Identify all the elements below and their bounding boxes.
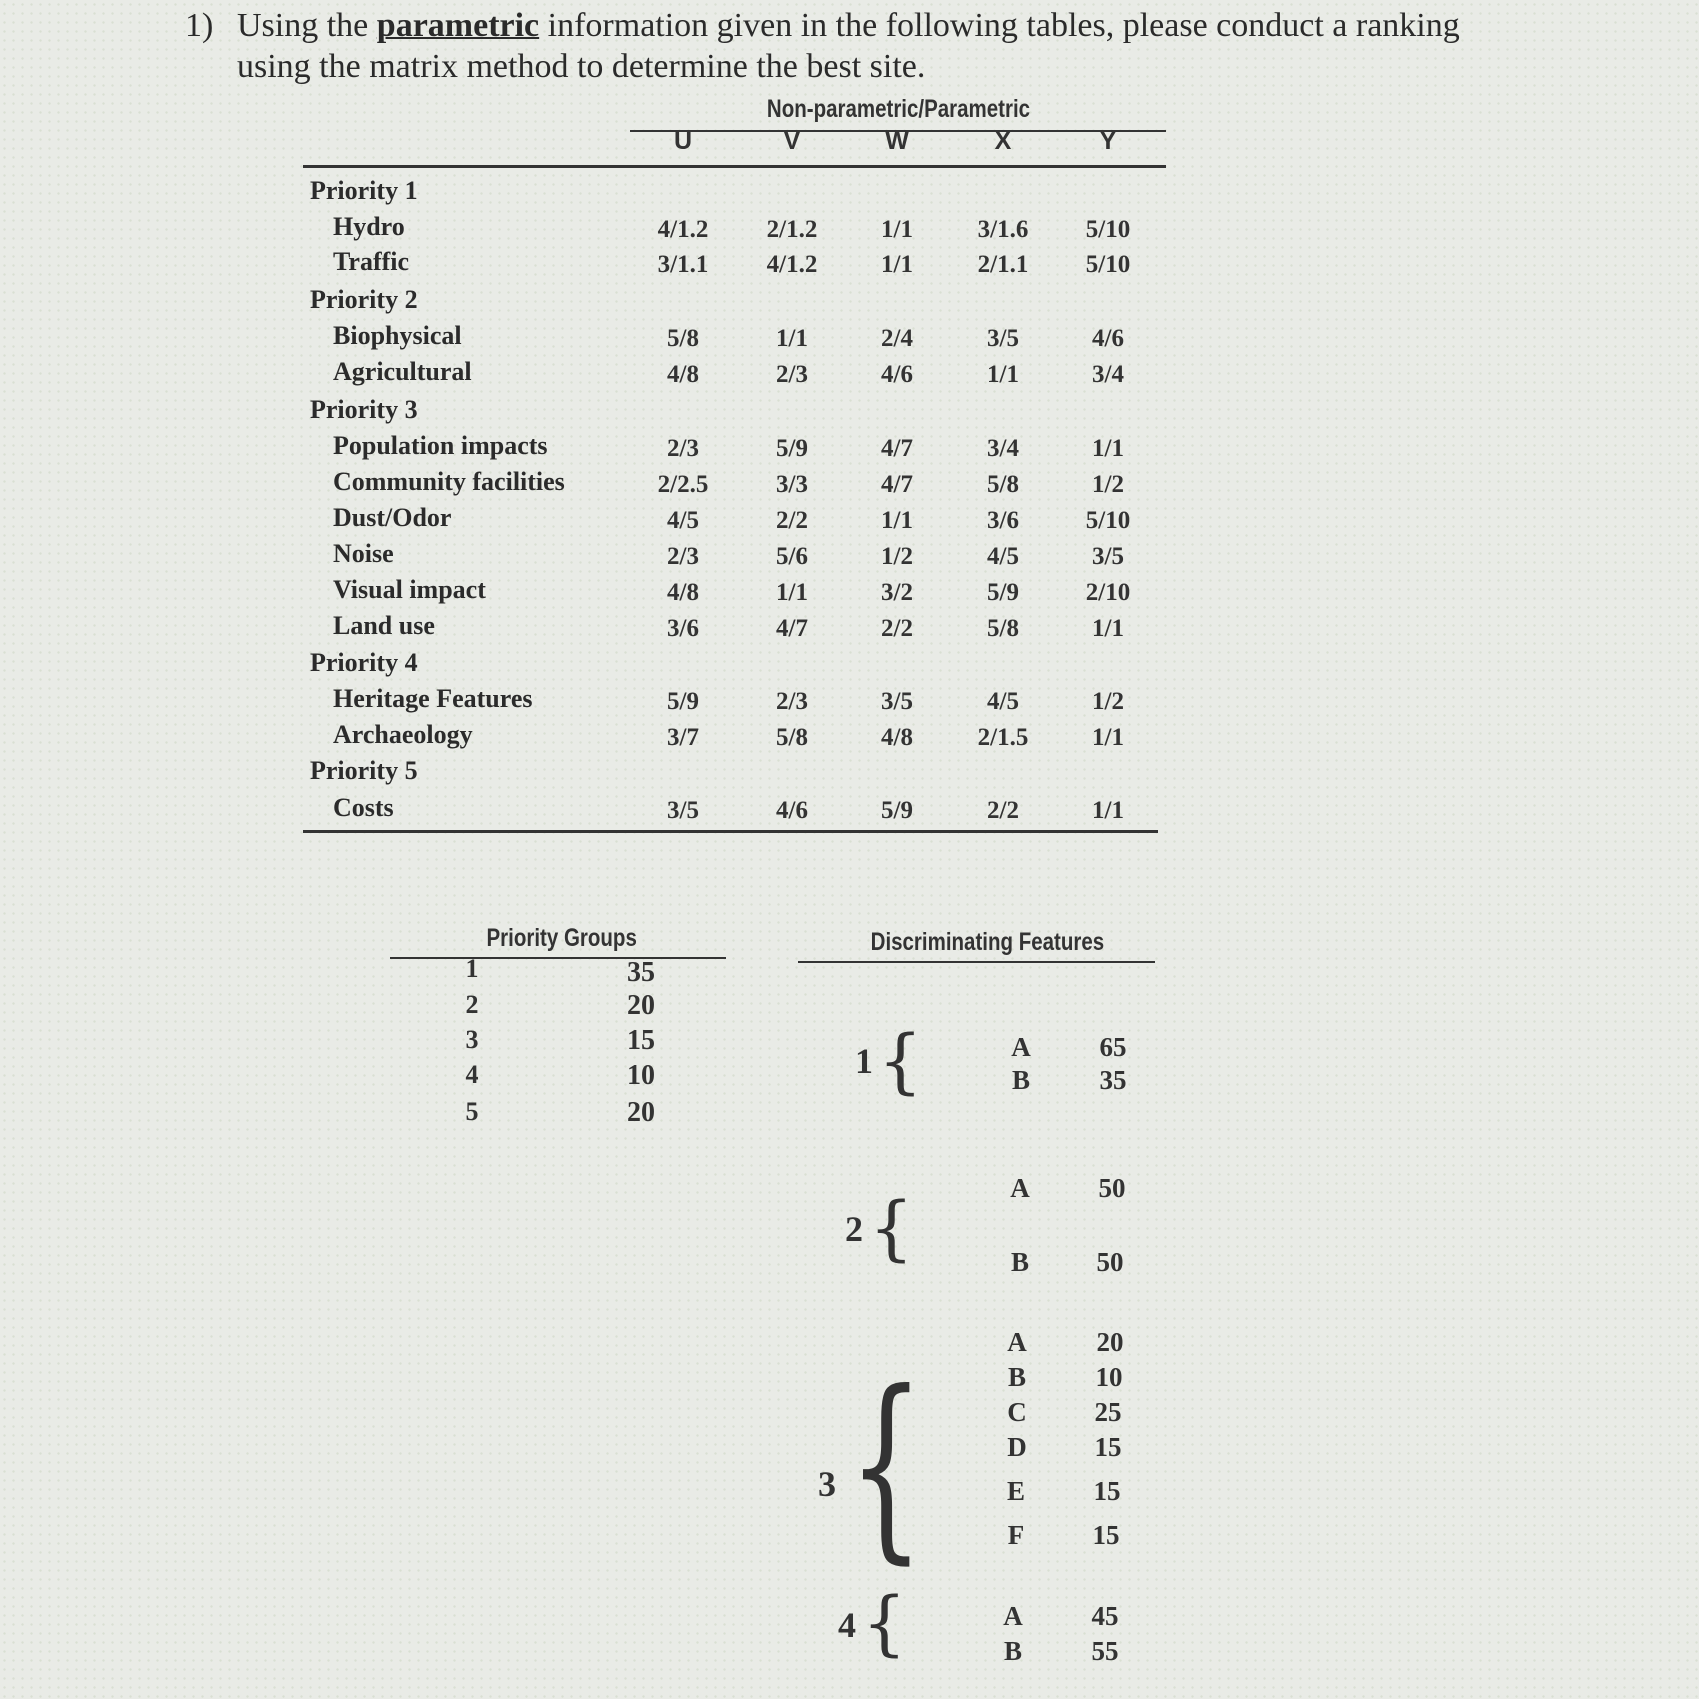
question-number: 1) (185, 7, 214, 44)
cell: 3/1.1 (657, 251, 709, 278)
cell: 4/7 (881, 435, 913, 462)
column-header-rule (303, 165, 1166, 168)
cell: 3/3 (776, 471, 808, 498)
feature-group-number: 4 (838, 1605, 856, 1645)
cell: 4/1.2 (657, 216, 709, 243)
row-label: Land use (333, 611, 435, 640)
cell: 1/1 (1092, 435, 1124, 462)
feature-letter: B (1007, 1362, 1026, 1392)
cell: 3/6 (987, 507, 1019, 534)
discriminating-features-rule (798, 961, 1155, 963)
row-label: Heritage Features (333, 684, 533, 713)
cell: 2/10 (1085, 579, 1131, 606)
cell: 5/6 (776, 543, 808, 570)
priority-groups-title: Priority Groups (486, 924, 637, 952)
cell: 1/1 (1092, 797, 1124, 824)
cell: 5/8 (667, 325, 699, 352)
row-label: Dust/Odor (333, 503, 452, 532)
feature-value: 25 (1094, 1397, 1122, 1427)
row-label: Agricultural (333, 357, 472, 386)
cell: 4/8 (881, 724, 913, 751)
cell: 2/4 (881, 325, 913, 352)
feature-group-brace: { (848, 1349, 925, 1582)
cell: 4/1.2 (766, 251, 818, 278)
cell: 2/2 (881, 615, 913, 642)
column-header-x: X (994, 127, 1012, 155)
feature-value: 35 (1099, 1065, 1127, 1095)
cell: 5/8 (987, 471, 1019, 498)
feature-letter: A (1003, 1601, 1023, 1631)
cell: 3/1.6 (977, 216, 1029, 243)
priority-group-number: 4 (465, 1060, 479, 1089)
cell: 2/1.5 (977, 724, 1029, 751)
cell: 1/1 (776, 579, 808, 606)
cell: 3/5 (881, 688, 913, 715)
cell: 2/3 (667, 435, 699, 462)
cell: 2/2.5 (657, 471, 709, 498)
discriminating-features-title: Discriminating Features (870, 928, 1105, 956)
question-text (237, 5, 1537, 87)
priority-label: Priority 5 (310, 756, 418, 785)
feature-group-brace: { (862, 1582, 907, 1664)
cell: 4/6 (776, 797, 808, 824)
row-label: Biophysical (333, 321, 462, 350)
feature-letter: B (1003, 1636, 1022, 1666)
feature-letter: D (1007, 1432, 1027, 1462)
cell: 5/10 (1085, 251, 1131, 278)
row-label: Archaeology (333, 720, 473, 749)
cell: 1/1 (776, 325, 808, 352)
priority-group-weight: 20 (627, 1097, 655, 1128)
feature-group-number: 3 (818, 1464, 836, 1504)
priority-groups-rule (390, 957, 726, 959)
feature-letter: A (1011, 1032, 1031, 1062)
cell: 1/1 (881, 507, 913, 534)
cell: 3/7 (667, 724, 699, 751)
row-label: Costs (333, 793, 394, 822)
cell: 1/1 (881, 251, 913, 278)
feature-letter: E (1006, 1476, 1025, 1506)
cell: 1/1 (881, 216, 913, 243)
feature-letter: A (1010, 1173, 1030, 1203)
cell: 1/2 (881, 543, 913, 570)
cell: 5/9 (987, 579, 1019, 606)
column-header-v: V (783, 127, 801, 155)
question-text-start: Using the (237, 7, 377, 44)
cell: 3/5 (987, 325, 1019, 352)
feature-value: 20 (1096, 1327, 1124, 1357)
cell: 5/9 (881, 797, 913, 824)
priority-group-weight: 15 (627, 1025, 655, 1056)
feature-letter: C (1007, 1397, 1027, 1427)
cell: 3/2 (881, 579, 913, 606)
cell: 3/6 (667, 615, 699, 642)
row-label: Noise (333, 539, 394, 568)
priority-label: Priority 4 (310, 648, 418, 677)
cell: 2/1.1 (977, 251, 1029, 278)
cell: 3/5 (667, 797, 699, 824)
cell: 1/1 (1092, 724, 1124, 751)
feature-group-brace: { (869, 1187, 914, 1269)
table-bottom-rule (303, 830, 1158, 833)
feature-value: 15 (1093, 1476, 1121, 1506)
feature-letter: F (1007, 1520, 1025, 1550)
cell: 1/1 (1092, 615, 1124, 642)
priority-group-number: 2 (465, 990, 479, 1019)
feature-value: 45 (1091, 1601, 1119, 1631)
feature-letter: B (1010, 1247, 1029, 1277)
cell: 1/2 (1092, 688, 1124, 715)
cell: 4/7 (881, 471, 913, 498)
priority-group-weight: 10 (627, 1060, 655, 1091)
feature-value: 15 (1094, 1432, 1122, 1462)
cell: 5/8 (776, 724, 808, 751)
cell: 4/5 (987, 688, 1019, 715)
column-header-w: W (885, 127, 909, 155)
priority-label: Priority 3 (310, 395, 418, 424)
cell: 5/8 (987, 615, 1019, 642)
question-emphasis: parametric (376, 7, 540, 44)
row-label: Visual impact (333, 575, 486, 604)
priority-group-number: 5 (465, 1097, 479, 1126)
feature-value: 55 (1091, 1636, 1119, 1666)
feature-value: 50 (1096, 1247, 1124, 1277)
feature-group-brace: { (878, 1020, 923, 1102)
feature-value: 65 (1099, 1032, 1127, 1062)
row-label: Community facilities (333, 467, 565, 496)
priority-label: Priority 1 (310, 176, 418, 205)
column-header-y: Y (1099, 127, 1117, 155)
feature-letter: A (1007, 1327, 1027, 1357)
feature-group-number: 1 (855, 1041, 873, 1081)
cell: 5/9 (667, 688, 699, 715)
cell: 1/1 (987, 361, 1019, 388)
feature-value: 15 (1092, 1520, 1120, 1550)
cell: 4/8 (667, 361, 699, 388)
column-header-u: U (673, 127, 693, 155)
feature-group-number: 2 (845, 1209, 863, 1249)
cell: 5/9 (776, 435, 808, 462)
cell: 4/8 (667, 579, 699, 606)
cell: 5/10 (1085, 507, 1131, 534)
row-label: Population impacts (333, 431, 548, 460)
priority-group-number: 1 (465, 954, 479, 983)
priority-group-weight: 35 (627, 957, 655, 988)
question-text-end: information given in the following tables, please conduct a ranking using the matrix method to determine the best site. (237, 7, 1460, 85)
cell: 2/3 (776, 688, 808, 715)
table-super-header: Non-parametric/Parametric (766, 95, 1030, 123)
feature-value: 50 (1098, 1173, 1126, 1203)
cell: 5/10 (1085, 216, 1131, 243)
row-label: Traffic (333, 247, 410, 276)
cell: 3/4 (987, 435, 1019, 462)
feature-value: 10 (1095, 1362, 1123, 1392)
priority-group-number: 3 (465, 1025, 479, 1054)
cell: 4/7 (776, 615, 808, 642)
priority-group-weight: 20 (627, 990, 655, 1021)
priority-label: Priority 2 (310, 285, 418, 314)
cell: 2/3 (776, 361, 808, 388)
cell: 4/6 (1092, 325, 1124, 352)
cell: 4/5 (987, 543, 1019, 570)
row-label: Hydro (333, 212, 405, 241)
cell: 2/2 (987, 797, 1019, 824)
cell: 2/1.2 (766, 216, 818, 243)
cell: 1/2 (1092, 471, 1124, 498)
cell: 3/4 (1092, 361, 1124, 388)
cell: 3/5 (1092, 543, 1124, 570)
feature-letter: B (1011, 1065, 1030, 1095)
cell: 4/6 (881, 361, 913, 388)
cell: 2/3 (667, 543, 699, 570)
cell: 2/2 (776, 507, 808, 534)
cell: 4/5 (667, 507, 699, 534)
